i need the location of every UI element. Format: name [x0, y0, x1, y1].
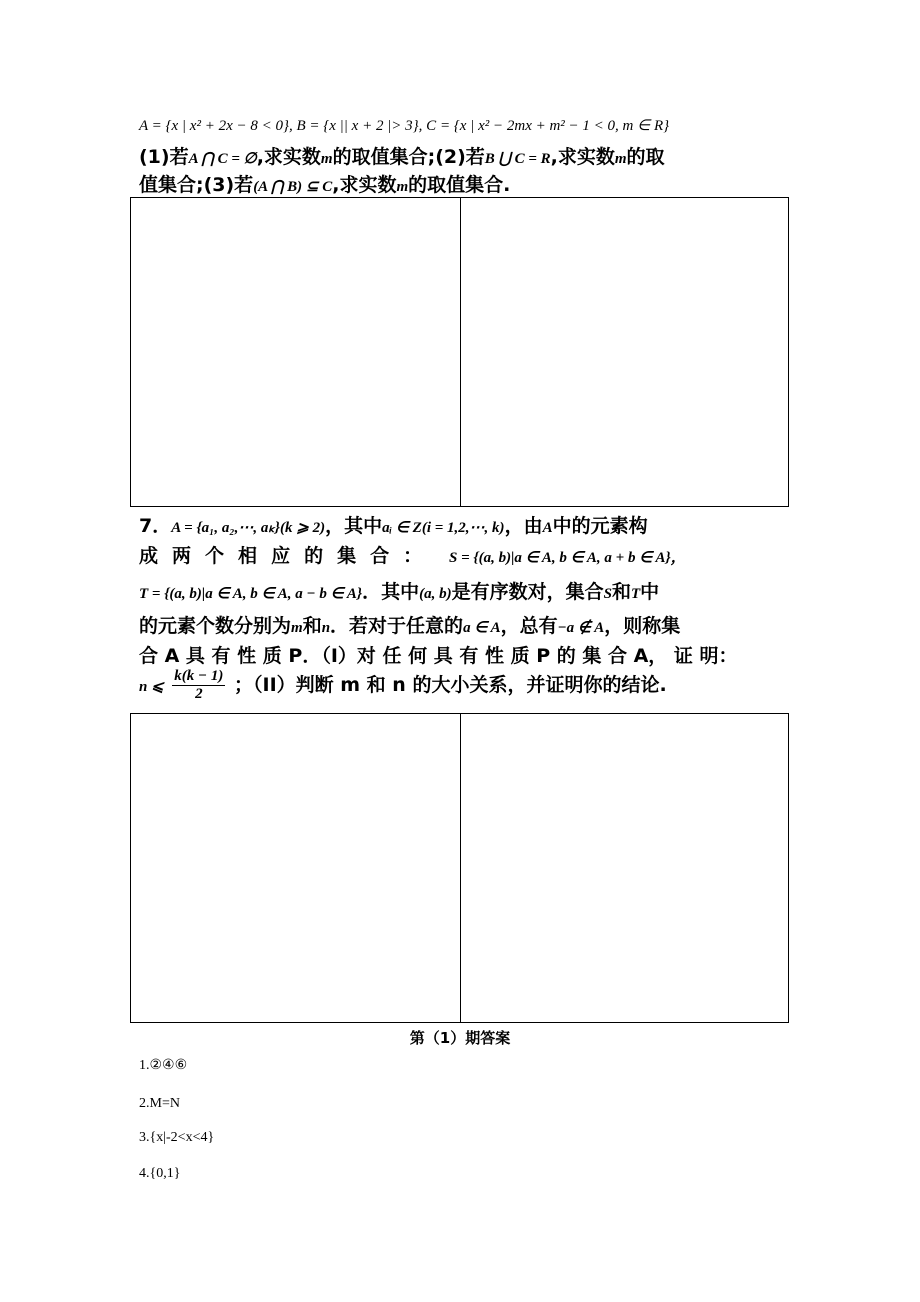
q7-answer-box — [130, 713, 789, 1023]
q7-line-4: 的元素个数分别为m和n．若对于任意的a ∈ A，总有−a ∉ A，则称集 — [139, 615, 681, 637]
q7-spaced-char: 两 — [172, 545, 206, 567]
q7-spaced-char: 集 — [337, 545, 371, 567]
q7-line-3: T = {(a, b)|a ∈ A, b ∈ A, a − b ∈ A}．其中(a, b)是有序数对，集合S和T中 — [139, 581, 660, 603]
q6-line-2: 值集合;(3)若(A ⋂ B) ⊆ C,求实数m的取值集合. — [139, 174, 511, 196]
q7-spaced-char: ： — [403, 545, 437, 567]
answer-item-3: 3.{x|-2<x<4} — [139, 1130, 215, 1145]
q7-spaced-char: 的 — [304, 545, 338, 567]
q6-answer-box — [130, 197, 789, 507]
q7-line-1: 7．A = {a₁, a₂,⋯, aₖ}(k ⩾ 2)，其中aᵢ ∈ Z(i = 1,2,⋯, k)，由A中的元素构 — [139, 515, 648, 537]
answer-item-2: 2.M=N — [139, 1096, 180, 1111]
q6-line-1: (1)若A ⋂ C = ∅,求实数m的取值集合;(2)若B ⋃ C = R,求实数m的取 — [139, 146, 665, 168]
q7-line-6: n ⩽ $\frac{k(k - 1)}{2}$ ；（II）判断 m 和 n 的大小关系，并证明你的结论. — [139, 668, 667, 702]
answer-item-4: 4.{0,1} — [139, 1166, 181, 1181]
q7-spaced-char: 应 — [271, 545, 305, 567]
q7-answer-box-divider — [460, 714, 461, 1022]
q7-fraction: $\frac{k(k - 1)}{2}$ — [174, 668, 224, 702]
q6-sets-definition: A = {x | x² + 2x − 8 < 0}, B = {x || x + 2 |> 3}, C = {x | x² − 2mx + m² − 1 < 0, m ∈ R} — [139, 118, 670, 134]
q7-line-5: 合 A 具 有 性 质 P．（I）对 任 何 具 有 性 质 P 的 集 合 A， 证 明： — [139, 645, 738, 667]
q7-spaced-char: 相 — [238, 545, 272, 567]
q7-line-2: 成两个相应的集合： S = {(a, b)|a ∈ A, b ∈ A, a + b ∈ A}， — [139, 541, 789, 568]
q7-spaced-char: 个 — [205, 545, 239, 567]
q7-spaced-text — [139, 541, 437, 568]
q6-answer-box-divider — [460, 198, 461, 506]
q7-spaced-char: 合 — [370, 545, 404, 567]
answers-title: 第（1）期答案 — [409, 1029, 511, 1047]
answer-item-1: 1.②④⑥ — [139, 1058, 188, 1073]
q7-spaced-char: 成 — [139, 545, 173, 567]
